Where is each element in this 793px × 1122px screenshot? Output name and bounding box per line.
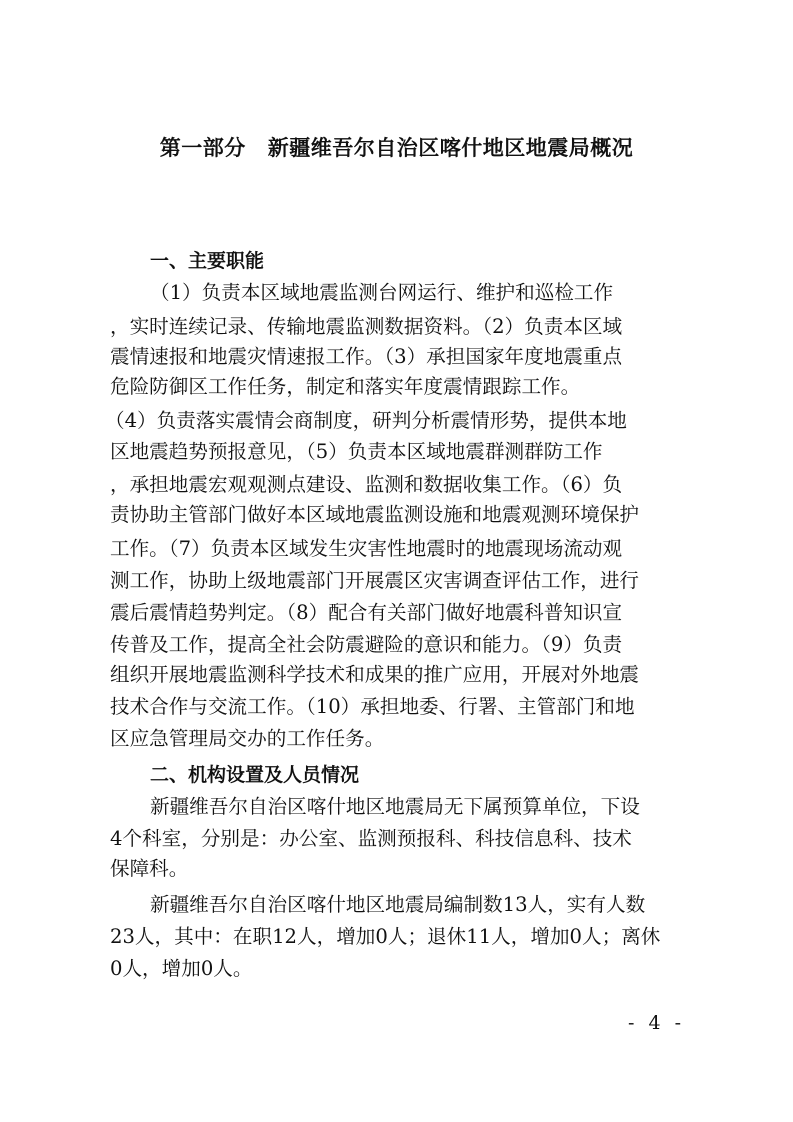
paragraph-line: 震后震情趋势判定。（8）配合有关部门做好地震科普知识宣: [110, 601, 623, 624]
title-main: 新疆维吾尔自治区喀什地区地震局概况: [267, 136, 634, 160]
paragraph-line: （1）负责本区域地震监测台网运行、维护和巡检工作: [150, 281, 614, 304]
paragraph-line: 危险防御区工作任务，制定和落实年度震情跟踪工作。: [110, 375, 581, 398]
title-part: 第一部分: [159, 136, 246, 160]
section-heading-functions: 一、主要职能: [150, 250, 265, 272]
paragraph-line: 传普及工作，提高全社会防震避险的意识和能力。（9）负责: [110, 633, 623, 656]
paragraph-line: 保障科。: [110, 857, 189, 880]
paragraph-line: 震情速报和地震灾情速报工作。（3）承担国家年度地震重点: [110, 345, 623, 368]
paragraph-line: 组织开展地震监测科学技术和成果的推广应用，开展对外地震: [110, 663, 640, 686]
paragraph-line: 测工作，协助上级地震部门开展震区灾害调查评估工作，进行: [110, 569, 640, 592]
paragraph-line: 新疆维吾尔自治区喀什地区地震局编制数13人，实有人数: [150, 893, 646, 916]
paragraph-line: 0人，增加0人。: [110, 957, 253, 980]
paragraph-line: 23人，其中：在职12人，增加0人；退休11人，增加0人；离休: [110, 925, 661, 948]
paragraph-line: 区应急管理局交办的工作任务。: [110, 727, 385, 750]
paragraph-line: ，实时连续记录、传输地震监测数据资料。（2）负责本区域: [110, 315, 623, 338]
paragraph-line: ，承担地震宏观观测点建设、监测和数据收集工作。（6）负: [110, 473, 623, 496]
paragraph-line: 责协助主管部门做好本区域地震监测设施和地震观测环境保护: [110, 503, 640, 526]
paragraph-line: 技术合作与交流工作。（10）承担地委、行署、主管部门和地: [110, 695, 635, 718]
paragraph-line: 区地震趋势预报意见，（5）负责本区域地震群测群防工作: [110, 440, 603, 463]
page-title: [0, 132, 793, 162]
paragraph-line: 4个科室，分别是：办公室、监测预报科、科技信息科、技术: [110, 827, 632, 850]
paragraph-line: 工作。（7）负责本区域发生灾害性地震时的地震现场流动观: [110, 537, 623, 560]
page-number: - 4 -: [627, 1012, 685, 1034]
paragraph-line: （4）负责落实震情会商制度，研判分析震情形势，提供本地: [105, 409, 627, 432]
paragraph-line: 新疆维吾尔自治区喀什地区地震局无下属预算单位，下设: [150, 795, 640, 818]
section-heading-organization: 二、机构设置及人员情况: [150, 764, 360, 786]
